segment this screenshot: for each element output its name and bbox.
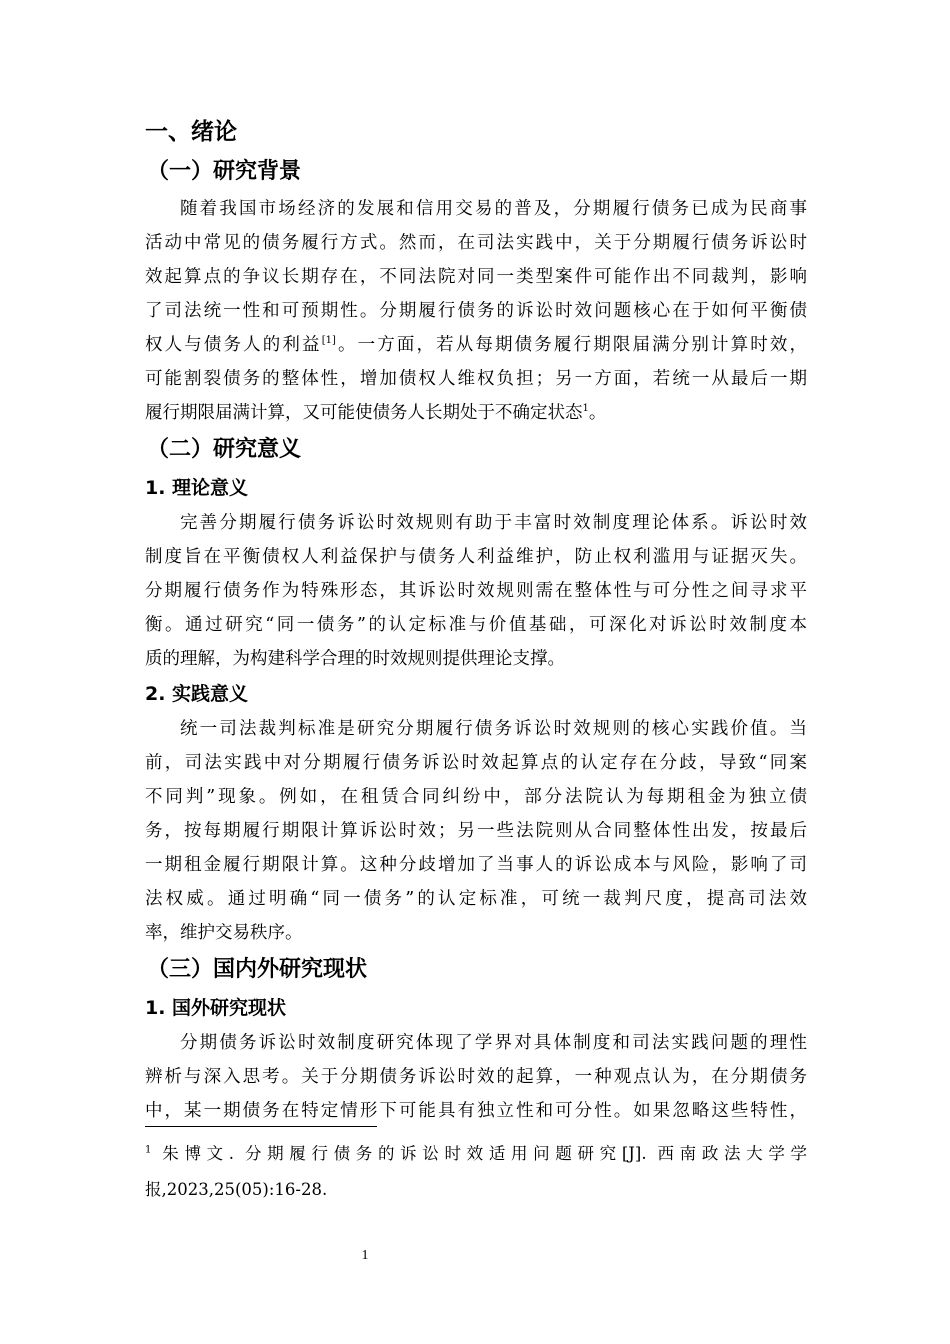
text-line: 质的理解，为构建科学合理的时效规则提供理论支撑。 bbox=[145, 649, 565, 669]
text-line: 制度旨在平衡债权人利益保护与债务人利益维护，防止权利滥用与证据灭失。 bbox=[145, 547, 807, 567]
section-heading-intro: 一、绪论 bbox=[145, 119, 237, 145]
text-line: 率，维护交易秩序。 bbox=[145, 923, 303, 943]
footnote-number: 1 bbox=[145, 1144, 152, 1156]
paragraph-theory bbox=[145, 506, 807, 676]
heading-theory: 1. 理论意义 bbox=[145, 477, 249, 499]
subsection-heading-status: （三）国内外研究现状 bbox=[147, 957, 368, 982]
text-line: 一期租金履行期限计算。这种分歧增加了当事人的诉讼成本与风险，影响了司 bbox=[145, 855, 807, 875]
text-line: 完善分期履行债务诉讼时效规则有助于丰富时效制度理论体系。诉讼时效 bbox=[180, 513, 807, 533]
text-line: 可能割裂债务的整体性，增加债权人维权负担；另一方面，若统一从最后一期 bbox=[145, 369, 807, 389]
heading-foreign: 1. 国外研究现状 bbox=[145, 997, 287, 1019]
footnote-line: 报,2023,25(05):16-28. bbox=[145, 1180, 328, 1199]
citation-ref[interactable]: [1] bbox=[321, 335, 336, 347]
footnote-line bbox=[145, 1136, 807, 1172]
text-fragment: 。 bbox=[588, 403, 607, 423]
text-line bbox=[145, 328, 807, 362]
text-line bbox=[145, 396, 807, 430]
text-fragment: 权人与债务人的利益 bbox=[145, 335, 322, 355]
text-fragment: 。一方面，若从每期债务履行期限届满分别计算时效， bbox=[335, 335, 808, 355]
text-line: 统一司法裁判标准是研究分期履行债务诉讼时效规则的核心实践价值。当 bbox=[180, 719, 807, 739]
heading-practice: 2. 实践意义 bbox=[145, 683, 249, 705]
text-line: 法权威。通过明确“同一债务”的认定标准，可统一裁判尺度，提高司法效 bbox=[145, 889, 807, 909]
footnote-text: 朱博文. 分期履行债务的诉讼时效适用问题研究[J]. 西南政法大学学 bbox=[162, 1144, 808, 1163]
text-line: 活动中常见的债务履行方式。然而，在司法实践中，关于分期履行债务诉讼时 bbox=[145, 233, 807, 253]
text-fragment: 履行期限届满计算，又可能使债务人长期处于不确定状态 bbox=[145, 403, 583, 423]
text-line: 了司法统一性和可预期性。分期履行债务的诉讼时效问题核心在于如何平衡债 bbox=[145, 301, 807, 321]
paragraph-background bbox=[145, 192, 807, 430]
subsection-heading-background: （一）研究背景 bbox=[147, 159, 302, 184]
paragraph-practice bbox=[145, 712, 807, 950]
text-line: 不同判”现象。例如，在租赁合同纠纷中，部分法院认为每期租金为独立债 bbox=[145, 787, 807, 807]
footnote bbox=[145, 1136, 807, 1208]
page-number: 1 bbox=[361, 1248, 369, 1263]
text-line: 效起算点的争议长期存在，不同法院对同一类型案件可能作出不同裁判，影响 bbox=[145, 267, 807, 287]
text-line: 分期债务诉讼时效制度研究体现了学界对具体制度和司法实践问题的理性 bbox=[180, 1033, 807, 1053]
text-line: 前，司法实践中对分期履行债务诉讼时效起算点的认定存在分歧，导致“同案 bbox=[145, 753, 807, 773]
footnote-divider bbox=[145, 1126, 377, 1127]
text-line: 务，按每期履行期限计算诉讼时效；另一些法院则从合同整体性出发，按最后 bbox=[145, 821, 807, 841]
text-line: 中，某一期债务在特定情形下可能具有独立性和可分性。如果忽略这些特性， bbox=[145, 1101, 807, 1121]
text-line: 随着我国市场经济的发展和信用交易的普及，分期履行债务已成为民商事 bbox=[180, 199, 807, 219]
paragraph-foreign bbox=[145, 1026, 807, 1128]
text-line: 分期履行债务作为特殊形态，其诉讼时效规则需在整体性与可分性之间寻求平 bbox=[145, 581, 807, 601]
footnote-mark[interactable]: 1 bbox=[582, 403, 589, 415]
text-line: 辨析与深入思考。关于分期债务诉讼时效的起算，一种观点认为，在分期债务 bbox=[145, 1067, 807, 1087]
text-line: 衡。通过研究“同一债务”的认定标准与价值基础，可深化对诉讼时效制度本 bbox=[145, 615, 807, 635]
subsection-heading-significance: （二）研究意义 bbox=[147, 437, 302, 462]
main-content bbox=[145, 112, 807, 1128]
